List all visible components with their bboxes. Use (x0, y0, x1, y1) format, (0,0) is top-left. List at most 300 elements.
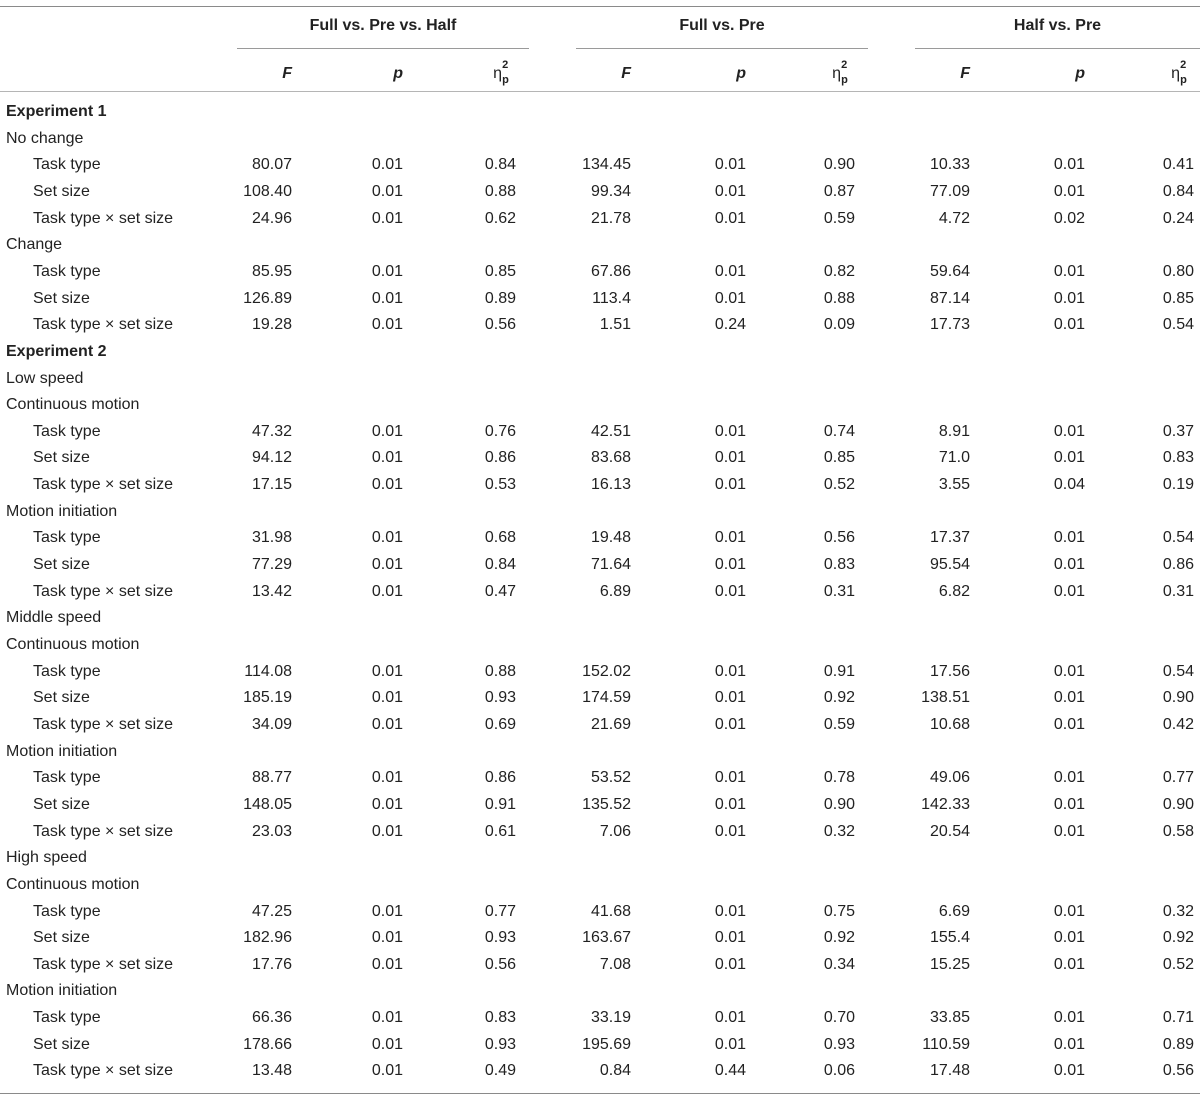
col-header-p-1: p (393, 65, 403, 82)
cell-f-1: 178.66 (243, 1035, 292, 1053)
subheading-row (0, 978, 1200, 1004)
row-label: Set size (33, 795, 90, 813)
group-title-full-pre-half: Full vs. Pre vs. Half (309, 17, 457, 34)
cell-p-1: 0.01 (371, 529, 403, 547)
cell-f-3: 87.14 (929, 289, 970, 307)
cell-f-3: 6.69 (938, 902, 970, 920)
cell-p-3: 0.01 (1053, 1009, 1085, 1027)
cell-eta-2: 0.32 (823, 822, 855, 840)
col-header-f-3: F (960, 65, 970, 82)
cell-f-2: 135.52 (582, 795, 631, 813)
cell-eta-2: 0.82 (823, 262, 855, 280)
cell-eta-2: 0.83 (823, 556, 855, 574)
cell-f-1: 17.76 (251, 955, 292, 973)
table-row (0, 952, 1200, 978)
cell-p-1: 0.01 (371, 902, 403, 920)
cell-p-1: 0.01 (371, 689, 403, 707)
cell-eta-3: 0.71 (1162, 1009, 1194, 1027)
subheading-row (0, 366, 1200, 392)
cell-f-1: 19.28 (251, 316, 292, 334)
cell-eta-1: 0.69 (484, 715, 516, 733)
subheading-row (0, 872, 1200, 898)
subheading-row (0, 392, 1200, 418)
cell-f-3: 20.54 (929, 822, 970, 840)
cell-f-1: 77.29 (251, 556, 292, 574)
bottom-rule (0, 1093, 1200, 1094)
cell-p-3: 0.01 (1053, 262, 1085, 280)
row-label: Continuous motion (6, 636, 140, 653)
table-row (0, 579, 1200, 605)
cell-eta-3: 0.92 (1162, 929, 1194, 947)
row-label: Set size (33, 689, 90, 707)
subheading-row (0, 739, 1200, 765)
cell-eta-3: 0.24 (1162, 209, 1194, 227)
row-label: Set size (33, 289, 90, 307)
cell-f-3: 71.0 (938, 449, 970, 467)
cell-eta-2: 0.93 (823, 1035, 855, 1053)
cell-p-2: 0.01 (714, 822, 746, 840)
cell-p-1: 0.01 (371, 449, 403, 467)
cell-p-3: 0.01 (1053, 316, 1085, 334)
cell-p-2: 0.01 (714, 449, 746, 467)
table-row (0, 552, 1200, 578)
cell-f-1: 148.05 (243, 795, 292, 813)
row-label: Task type × set size (33, 582, 174, 600)
cell-eta-2: 0.31 (823, 582, 855, 600)
cell-eta-3: 0.32 (1162, 902, 1194, 920)
section-row (0, 339, 1200, 365)
cell-p-1: 0.01 (371, 582, 403, 600)
cell-p-3: 0.04 (1053, 476, 1085, 494)
cell-p-2: 0.01 (714, 476, 746, 494)
row-label: Set size (33, 556, 90, 574)
cell-p-2: 0.01 (714, 662, 746, 680)
cell-p-2: 0.01 (714, 556, 746, 574)
cell-f-3: 49.06 (929, 769, 970, 787)
cell-eta-3: 0.80 (1162, 262, 1194, 280)
cell-eta-2: 0.06 (823, 1062, 855, 1080)
row-label: Task type (33, 529, 101, 547)
row-label: Continuous motion (6, 875, 140, 893)
table-row (0, 899, 1200, 925)
row-label: Task type × set size (33, 955, 174, 973)
cell-p-3: 0.01 (1053, 156, 1085, 174)
table-row (0, 206, 1200, 232)
row-label: Task type × set size (33, 209, 174, 227)
cell-f-2: 6.89 (599, 582, 631, 600)
cell-eta-3: 0.54 (1162, 529, 1194, 547)
row-label: Set size (33, 449, 90, 467)
row-label: Motion initiation (6, 982, 118, 1000)
table-row (0, 659, 1200, 685)
cell-eta-1: 0.56 (484, 316, 516, 334)
cell-p-1: 0.01 (371, 316, 403, 334)
row-label: Experiment 2 (6, 342, 107, 360)
cell-f-2: 16.13 (590, 476, 631, 494)
eta-symbol: η (832, 65, 841, 82)
cell-f-1: 85.95 (251, 262, 292, 280)
group-rule-2 (576, 48, 868, 49)
cell-p-3: 0.01 (1053, 902, 1085, 920)
table-row (0, 525, 1200, 551)
cell-eta-2: 0.70 (823, 1009, 855, 1027)
cell-p-3: 0.01 (1053, 182, 1085, 200)
cell-eta-3: 0.86 (1162, 556, 1194, 574)
cell-eta-1: 0.68 (484, 529, 516, 547)
eta-superscript: 2 (502, 59, 509, 71)
cell-eta-3: 0.19 (1162, 476, 1194, 494)
cell-p-2: 0.01 (714, 422, 746, 440)
col-header-p-2: p (736, 65, 746, 82)
table-row (0, 712, 1200, 738)
cell-f-1: 34.09 (251, 715, 292, 733)
cell-eta-2: 0.52 (823, 476, 855, 494)
row-label: Low speed (6, 369, 84, 387)
cell-p-3: 0.01 (1053, 556, 1085, 574)
cell-eta-2: 0.75 (823, 902, 855, 920)
group-rule-1 (237, 48, 529, 49)
cell-eta-2: 0.09 (823, 316, 855, 334)
cell-f-2: 83.68 (590, 449, 631, 467)
group-rule-3 (915, 48, 1200, 49)
row-label: Task type (33, 156, 101, 174)
cell-f-1: 31.98 (251, 529, 292, 547)
cell-f-1: 182.96 (243, 929, 292, 947)
cell-f-3: 10.68 (929, 715, 970, 733)
row-label: Task type (33, 422, 101, 440)
cell-p-2: 0.01 (714, 209, 746, 227)
cell-f-1: 23.03 (251, 822, 292, 840)
cell-eta-3: 0.84 (1162, 182, 1194, 200)
cell-f-3: 95.54 (929, 556, 970, 574)
row-label: Set size (33, 182, 90, 200)
cell-p-1: 0.01 (371, 1035, 403, 1053)
cell-eta-1: 0.86 (484, 449, 516, 467)
cell-p-1: 0.01 (371, 822, 403, 840)
cell-f-3: 3.55 (938, 476, 970, 494)
eta-subscript: p (502, 74, 509, 86)
cell-p-3: 0.01 (1053, 715, 1085, 733)
section-row (0, 99, 1200, 125)
cell-f-2: 163.67 (582, 929, 631, 947)
subheading-row (0, 232, 1200, 258)
cell-f-3: 8.91 (938, 422, 970, 440)
cell-eta-2: 0.59 (823, 715, 855, 733)
cell-f-3: 138.51 (921, 689, 970, 707)
cell-eta-3: 0.31 (1162, 582, 1194, 600)
cell-eta-2: 0.56 (823, 529, 855, 547)
cell-p-2: 0.01 (714, 156, 746, 174)
table-row (0, 685, 1200, 711)
cell-eta-1: 0.77 (484, 902, 516, 920)
cell-p-1: 0.01 (371, 795, 403, 813)
cell-eta-2: 0.78 (823, 769, 855, 787)
cell-eta-1: 0.47 (484, 582, 516, 600)
subheading-row (0, 845, 1200, 871)
cell-p-2: 0.01 (714, 529, 746, 547)
cell-f-3: 4.72 (938, 209, 970, 227)
cell-f-2: 7.08 (599, 955, 631, 973)
eta-superscript: 2 (1180, 59, 1187, 71)
cell-f-1: 66.36 (251, 1009, 292, 1027)
subheading-row (0, 605, 1200, 631)
cell-f-2: 134.45 (582, 156, 631, 174)
row-label: Task type × set size (33, 822, 174, 840)
cell-f-1: 108.40 (243, 182, 292, 200)
table-row (0, 1058, 1200, 1084)
cell-p-1: 0.01 (371, 422, 403, 440)
cell-f-2: 21.69 (590, 715, 631, 733)
table-row (0, 259, 1200, 285)
cell-eta-3: 0.42 (1162, 715, 1194, 733)
cell-eta-3: 0.56 (1162, 1062, 1194, 1080)
cell-f-3: 17.73 (929, 316, 970, 334)
col-header-f-1: F (282, 65, 292, 82)
cell-f-3: 77.09 (929, 182, 970, 200)
cell-p-2: 0.24 (714, 316, 746, 334)
cell-eta-2: 0.59 (823, 209, 855, 227)
cell-eta-1: 0.49 (484, 1062, 516, 1080)
cell-p-3: 0.01 (1053, 769, 1085, 787)
cell-p-2: 0.01 (714, 689, 746, 707)
cell-p-1: 0.01 (371, 289, 403, 307)
row-label: Task type × set size (33, 476, 174, 494)
cell-f-3: 17.37 (929, 529, 970, 547)
cell-p-1: 0.01 (371, 262, 403, 280)
cell-f-1: 47.32 (251, 422, 292, 440)
cell-eta-3: 0.58 (1162, 822, 1194, 840)
table-row (0, 152, 1200, 178)
cell-eta-3: 0.37 (1162, 422, 1194, 440)
cell-f-2: 195.69 (582, 1035, 631, 1053)
cell-f-2: 67.86 (590, 262, 631, 280)
table-row (0, 286, 1200, 312)
table-row (0, 1005, 1200, 1031)
cell-f-1: 88.77 (251, 769, 292, 787)
cell-f-3: 33.85 (929, 1009, 970, 1027)
row-label: Task type (33, 1009, 101, 1027)
cell-p-3: 0.02 (1053, 209, 1085, 227)
cell-f-1: 17.15 (251, 476, 292, 494)
cell-f-1: 185.19 (243, 689, 292, 707)
cell-eta-1: 0.84 (484, 556, 516, 574)
table-row (0, 1032, 1200, 1058)
cell-eta-1: 0.56 (484, 955, 516, 973)
cell-f-3: 6.82 (938, 582, 970, 600)
cell-p-2: 0.01 (714, 262, 746, 280)
eta-symbol: η (1171, 65, 1180, 82)
cell-eta-1: 0.84 (484, 156, 516, 174)
cell-p-1: 0.01 (371, 556, 403, 574)
cell-p-2: 0.01 (714, 795, 746, 813)
cell-eta-1: 0.93 (484, 929, 516, 947)
cell-eta-1: 0.86 (484, 769, 516, 787)
cell-eta-1: 0.93 (484, 1035, 516, 1053)
col-header-f-2: F (621, 65, 631, 82)
cell-f-2: 41.68 (590, 902, 631, 920)
row-label: Set size (33, 929, 90, 947)
cell-f-3: 17.48 (929, 1062, 970, 1080)
cell-f-3: 15.25 (929, 955, 970, 973)
cell-p-3: 0.01 (1053, 795, 1085, 813)
cell-p-2: 0.01 (714, 715, 746, 733)
cell-eta-1: 0.88 (484, 662, 516, 680)
row-label: Task type (33, 769, 101, 787)
cell-f-3: 142.33 (921, 795, 970, 813)
cell-f-1: 47.25 (251, 902, 292, 920)
row-label: Experiment 1 (6, 103, 107, 120)
cell-p-2: 0.01 (714, 929, 746, 947)
cell-p-3: 0.01 (1053, 449, 1085, 467)
cell-p-3: 0.01 (1053, 1035, 1085, 1053)
table-row (0, 792, 1200, 818)
cell-p-3: 0.01 (1053, 529, 1085, 547)
row-label: Task type (33, 902, 101, 920)
cell-f-2: 99.34 (590, 182, 631, 200)
row-label: Task type × set size (33, 1062, 174, 1080)
table-row (0, 179, 1200, 205)
cell-p-2: 0.01 (714, 1009, 746, 1027)
cell-p-1: 0.01 (371, 476, 403, 494)
cell-p-3: 0.01 (1053, 929, 1085, 947)
row-label: Set size (33, 1035, 90, 1053)
cell-f-1: 126.89 (243, 289, 292, 307)
cell-p-2: 0.01 (714, 182, 746, 200)
row-label: Middle speed (6, 609, 102, 627)
table-row (0, 419, 1200, 445)
cell-f-1: 24.96 (251, 209, 292, 227)
cell-p-1: 0.01 (371, 715, 403, 733)
cell-eta-2: 0.90 (823, 156, 855, 174)
cell-p-1: 0.01 (371, 929, 403, 947)
cell-eta-3: 0.90 (1162, 795, 1194, 813)
cell-p-2: 0.01 (714, 769, 746, 787)
cell-eta-2: 0.92 (823, 929, 855, 947)
cell-f-2: 1.51 (599, 316, 631, 334)
cell-p-3: 0.01 (1053, 289, 1085, 307)
cell-eta-2: 0.88 (823, 289, 855, 307)
cell-p-1: 0.01 (371, 1009, 403, 1027)
cell-f-2: 174.59 (582, 689, 631, 707)
cell-eta-2: 0.92 (823, 689, 855, 707)
row-label: Task type (33, 662, 101, 680)
cell-eta-1: 0.85 (484, 262, 516, 280)
cell-p-2: 0.01 (714, 289, 746, 307)
cell-eta-3: 0.77 (1162, 769, 1194, 787)
cell-eta-1: 0.89 (484, 289, 516, 307)
eta-subscript: p (1180, 74, 1187, 86)
eta-subscript: p (841, 74, 848, 86)
cell-f-2: 113.4 (592, 289, 631, 307)
cell-f-1: 80.07 (251, 156, 292, 174)
cell-f-1: 114.08 (244, 662, 292, 680)
cell-p-3: 0.01 (1053, 689, 1085, 707)
row-label: Motion initiation (6, 502, 118, 520)
cell-eta-3: 0.85 (1162, 289, 1194, 307)
row-label: Task type × set size (33, 316, 174, 334)
cell-p-2: 0.01 (714, 1035, 746, 1053)
cell-f-2: 21.78 (590, 209, 631, 227)
cell-eta-3: 0.54 (1162, 662, 1194, 680)
cell-p-1: 0.01 (371, 182, 403, 200)
cell-f-2: 53.52 (590, 769, 631, 787)
cell-eta-3: 0.54 (1162, 316, 1194, 334)
cell-eta-3: 0.89 (1162, 1035, 1194, 1053)
cell-f-3: 110.59 (922, 1035, 970, 1053)
cell-f-1: 13.48 (251, 1062, 292, 1080)
table-row (0, 472, 1200, 498)
cell-eta-1: 0.93 (484, 689, 516, 707)
row-label: No change (6, 129, 84, 147)
cell-f-2: 33.19 (590, 1009, 631, 1027)
cell-eta-2: 0.91 (823, 662, 855, 680)
table-row (0, 445, 1200, 471)
cell-f-2: 7.06 (599, 822, 631, 840)
cell-f-3: 155.4 (929, 929, 970, 947)
cell-eta-3: 0.41 (1162, 156, 1194, 174)
cell-eta-3: 0.90 (1162, 689, 1194, 707)
cell-f-1: 13.42 (251, 582, 292, 600)
header-rule (0, 91, 1200, 92)
cell-eta-2: 0.90 (823, 795, 855, 813)
cell-p-1: 0.01 (371, 955, 403, 973)
row-label: High speed (6, 849, 87, 867)
table-row (0, 312, 1200, 338)
cell-p-3: 0.01 (1053, 955, 1085, 973)
cell-eta-1: 0.62 (484, 209, 516, 227)
row-label: Task type (33, 262, 101, 280)
group-title-full-pre: Full vs. Pre (679, 17, 765, 34)
cell-f-2: 0.84 (599, 1062, 631, 1080)
top-rule (0, 6, 1200, 7)
row-label: Continuous motion (6, 396, 140, 414)
cell-f-2: 152.02 (582, 662, 631, 680)
cell-f-1: 94.12 (251, 449, 292, 467)
row-label: Task type × set size (33, 715, 174, 733)
cell-eta-1: 0.61 (484, 822, 516, 840)
cell-eta-1: 0.83 (484, 1009, 516, 1027)
cell-eta-1: 0.91 (484, 795, 516, 813)
cell-p-1: 0.01 (371, 769, 403, 787)
subheading-row (0, 126, 1200, 152)
cell-p-1: 0.01 (371, 662, 403, 680)
cell-p-1: 0.01 (371, 209, 403, 227)
cell-p-1: 0.01 (371, 156, 403, 174)
cell-eta-1: 0.76 (484, 422, 516, 440)
cell-p-2: 0.01 (714, 955, 746, 973)
cell-p-3: 0.01 (1053, 1062, 1085, 1080)
cell-f-3: 10.33 (929, 156, 970, 174)
row-label: Motion initiation (6, 742, 118, 760)
cell-p-3: 0.01 (1053, 662, 1085, 680)
cell-p-1: 0.01 (371, 1062, 403, 1080)
cell-eta-2: 0.87 (823, 182, 855, 200)
cell-f-2: 19.48 (590, 529, 631, 547)
subheading-row (0, 499, 1200, 525)
cell-eta-1: 0.88 (484, 182, 516, 200)
cell-f-2: 42.51 (590, 422, 631, 440)
col-header-eta-2 (765, 59, 855, 86)
row-label: Change (6, 236, 63, 254)
cell-f-2: 71.64 (590, 556, 631, 574)
cell-eta-2: 0.74 (823, 422, 855, 440)
cell-p-3: 0.01 (1053, 582, 1085, 600)
eta-symbol: η (493, 65, 502, 82)
cell-f-3: 59.64 (929, 262, 970, 280)
cell-eta-1: 0.53 (484, 476, 516, 494)
col-header-eta-3 (1104, 59, 1194, 86)
eta-superscript: 2 (841, 59, 848, 71)
